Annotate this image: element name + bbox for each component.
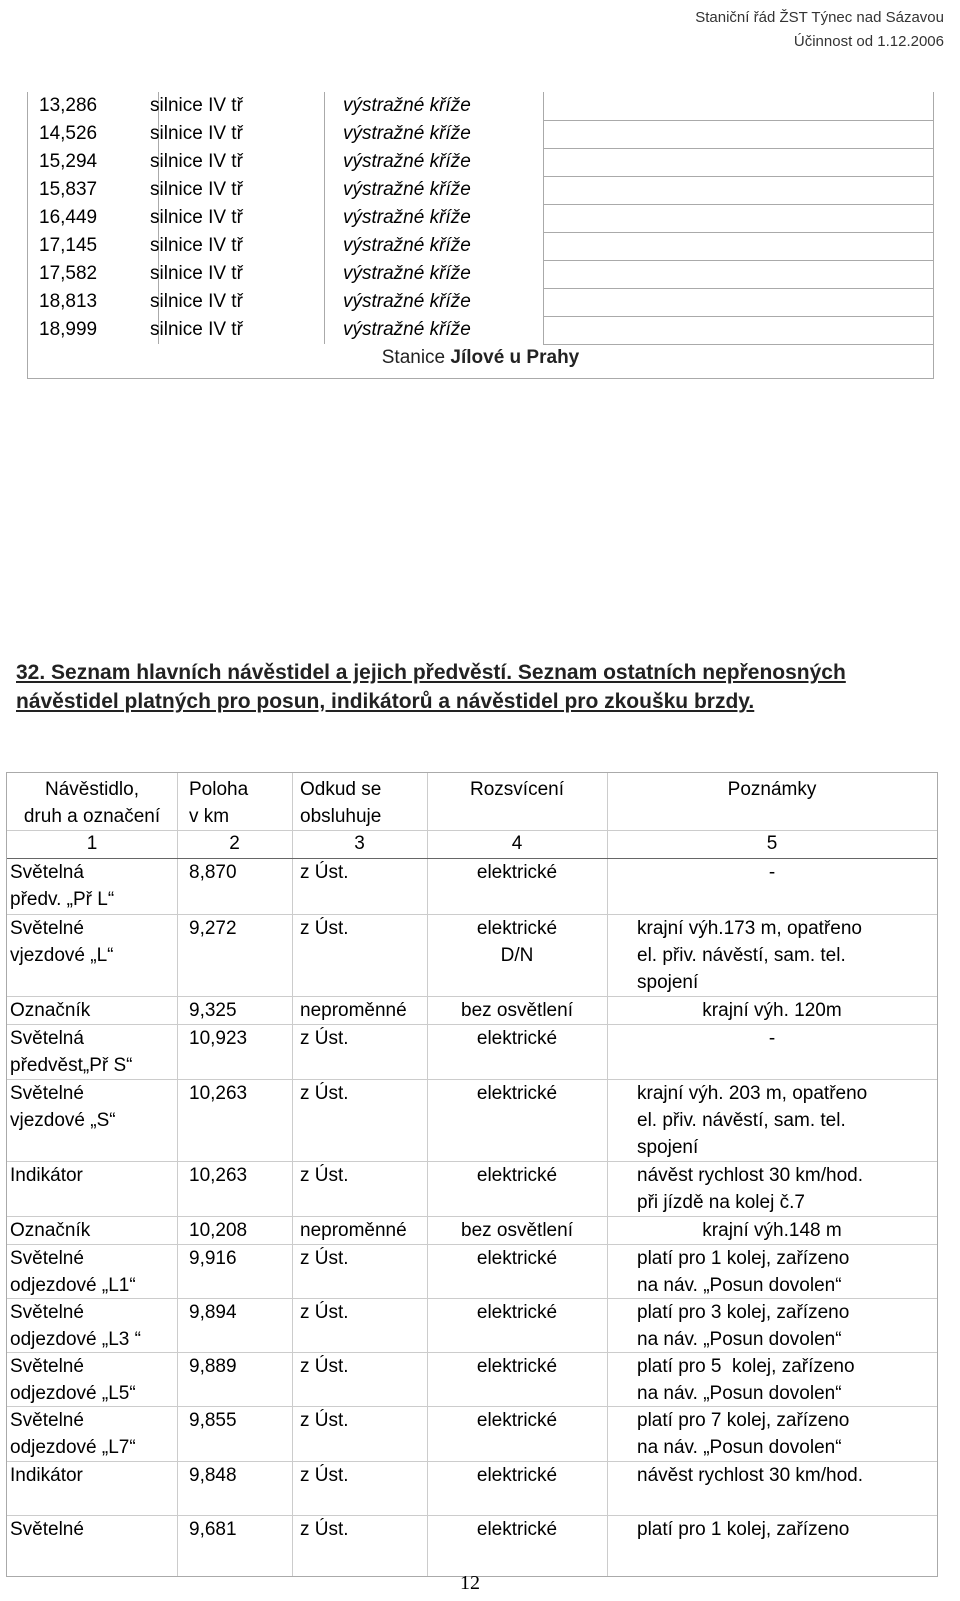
signal-note: platí pro 7 kolej, zařízeno na náv. „Posun dovolen“	[637, 1410, 850, 1458]
signals-row-divider	[7, 1515, 937, 1516]
signal-lighting: elektrické	[476, 1410, 558, 1431]
signal-operated-from: z Úst.	[300, 1410, 349, 1431]
signal-note: platí pro 5 kolej, zařízeno na náv. „Posun dovolen“	[637, 1356, 855, 1404]
crossing-device: výstražné kříže	[343, 235, 471, 256]
signals-column-divider	[607, 773, 608, 1576]
signal-name: Indikátor	[10, 1165, 83, 1186]
signal-name: Světelná předv. „Př L“	[10, 862, 115, 910]
signal-lighting: elektrické	[476, 1248, 558, 1269]
crossing-road: silnice IV tř	[150, 319, 243, 340]
signals-column-divider	[292, 773, 293, 1576]
signal-position-km: 9,848	[189, 1465, 237, 1486]
signals-row-divider	[7, 1079, 937, 1080]
signals-table	[6, 772, 938, 1577]
signals-row-divider	[7, 1298, 937, 1299]
column-number: 1	[86, 833, 98, 854]
signal-operated-from: z Úst.	[300, 1302, 349, 1323]
signal-note: návěst rychlost 30 km/hod.	[637, 1465, 863, 1486]
signals-row-divider	[7, 1244, 937, 1245]
crossing-row	[28, 232, 933, 260]
page-number: 12	[460, 1572, 480, 1594]
signal-lighting: bez osvětlení	[461, 1220, 573, 1241]
signal-name: Světelné odjezdové „L5“	[10, 1356, 136, 1404]
section-title: 32. Seznam hlavních návěstidel a jejich předvěstí. Seznam ostatních nepřenosných návěstidel platných pro posun, indikátorů a návěstidel pro zkoušku brzdy.	[16, 661, 846, 713]
signal-note: krajní výh. 120m	[702, 1000, 842, 1021]
signals-row-divider	[7, 914, 937, 915]
signals-row-divider	[7, 1216, 937, 1217]
signal-position-km: 10,263	[189, 1083, 248, 1104]
signal-name: Světelné odjezdové „L1“	[10, 1248, 136, 1296]
crossing-row	[28, 92, 933, 120]
header-operated-from: Odkud se obsluhuje	[300, 779, 382, 827]
crossing-road: silnice IV tř	[150, 179, 243, 200]
crossing-road: silnice IV tř	[150, 291, 243, 312]
column-number: 4	[511, 833, 523, 854]
crossing-device: výstražné kříže	[343, 291, 471, 312]
crossing-km: 16,449	[39, 207, 98, 228]
signal-operated-from: z Úst.	[300, 1028, 349, 1049]
signal-name: Světelná předvěst„Př S“	[10, 1028, 133, 1076]
signal-lighting: elektrické	[476, 1028, 558, 1049]
signal-position-km: 8,870	[189, 862, 237, 883]
crossing-row	[28, 260, 933, 288]
signal-note: návěst rychlost 30 km/hod. při jízdě na kolej č.7	[637, 1165, 863, 1213]
signal-note: -	[768, 1028, 776, 1049]
signal-lighting: elektrické	[476, 1356, 558, 1377]
signal-operated-from: neproměnné	[300, 1000, 407, 1021]
crossing-km: 14,526	[39, 123, 98, 144]
signal-operated-from: z Úst.	[300, 1165, 349, 1186]
crossing-km: 13,286	[39, 95, 98, 116]
crossing-road: silnice IV tř	[150, 263, 243, 284]
header-document-title: Staniční řád ŽST Týnec nad Sázavou	[695, 9, 944, 26]
station-label: Stanice Jílové u Prahy	[381, 347, 580, 368]
signal-note: krajní výh.148 m	[702, 1220, 842, 1241]
signals-row-divider	[7, 1352, 937, 1353]
crossing-road: silnice IV tř	[150, 151, 243, 172]
crossing-device: výstražné kříže	[343, 179, 471, 200]
crossing-km: 17,582	[39, 263, 98, 284]
signal-lighting: elektrické	[476, 1519, 558, 1540]
signal-operated-from: z Úst.	[300, 1465, 349, 1486]
header-signal-name: Návěstidlo, druh a označení	[23, 779, 161, 827]
signal-operated-from: z Úst.	[300, 1519, 349, 1540]
crossing-road: silnice IV tř	[150, 123, 243, 144]
signals-column-divider	[177, 773, 178, 1576]
crossing-row	[28, 316, 933, 344]
crossings-row-divider	[543, 344, 933, 345]
signal-position-km: 9,855	[189, 1410, 237, 1431]
crossing-km: 18,999	[39, 319, 98, 340]
signal-lighting: elektrické	[476, 1465, 558, 1486]
signal-position-km: 9,325	[189, 1000, 237, 1021]
header-lighting: Rozsvícení	[470, 779, 564, 800]
signals-row-divider	[7, 1406, 937, 1407]
crossing-row	[28, 288, 933, 316]
signal-lighting: elektrické	[476, 1165, 558, 1186]
page-header	[695, 6, 944, 54]
crossing-km: 15,294	[39, 151, 98, 172]
signal-note: platí pro 1 kolej, zařízeno na náv. „Posun dovolen“	[637, 1248, 850, 1296]
signal-position-km: 9,681	[189, 1519, 237, 1540]
signal-operated-from: z Úst.	[300, 1356, 349, 1377]
crossing-km: 15,837	[39, 179, 98, 200]
station-name: Jílové u Prahy	[450, 347, 580, 368]
column-number: 2	[229, 833, 240, 854]
signal-lighting: elektrické	[476, 1083, 558, 1104]
signal-operated-from: z Úst.	[300, 862, 349, 883]
crossing-road: silnice IV tř	[150, 207, 243, 228]
crossing-device: výstražné kříže	[343, 151, 471, 172]
signal-note: krajní výh.173 m, opatřeno el. přiv. návěstí, sam. tel. spojení	[637, 918, 862, 993]
signals-row-divider	[7, 1024, 937, 1025]
signal-note: platí pro 1 kolej, zařízeno	[637, 1519, 850, 1540]
signal-name: Světelné vjezdové „S“	[10, 1083, 116, 1131]
signal-note: platí pro 3 kolej, zařízeno na náv. „Posun dovolen“	[637, 1302, 850, 1350]
signal-position-km: 9,916	[189, 1248, 237, 1269]
signal-position-km: 9,894	[189, 1302, 237, 1323]
signals-row-divider	[7, 996, 937, 997]
header-position-km: Poloha v km	[189, 779, 249, 827]
signal-position-km: 10,923	[189, 1028, 248, 1049]
header-effective-date: Účinnost od 1.12.2006	[793, 33, 944, 50]
signal-name: Indikátor	[10, 1465, 83, 1486]
crossing-device: výstražné kříže	[343, 319, 471, 340]
signal-operated-from: neproměnné	[300, 1220, 407, 1241]
crossing-km: 17,145	[39, 235, 98, 256]
signal-operated-from: z Úst.	[300, 918, 349, 939]
signal-position-km: 9,272	[189, 918, 237, 939]
crossing-device: výstražné kříže	[343, 95, 471, 116]
signal-lighting: elektrické	[476, 1302, 558, 1323]
crossing-row	[28, 120, 933, 148]
signal-name: Světelné vjezdové „L“	[10, 918, 114, 966]
crossing-device: výstražné kříže	[343, 263, 471, 284]
signal-position-km: 10,263	[189, 1165, 248, 1186]
crossing-row	[28, 176, 933, 204]
column-number: 5	[766, 833, 778, 854]
crossing-row	[28, 204, 933, 232]
crossing-device: výstražné kříže	[343, 123, 471, 144]
signal-position-km: 9,889	[189, 1356, 237, 1377]
signal-note: -	[768, 862, 776, 883]
signal-name: Světelné odjezdové „L7“	[10, 1410, 136, 1458]
signal-position-km: 10,208	[189, 1220, 248, 1241]
header-notes: Poznámky	[727, 779, 817, 800]
signal-operated-from: z Úst.	[300, 1248, 349, 1269]
signal-operated-from: z Úst.	[300, 1083, 349, 1104]
signal-name: Světelné	[10, 1519, 84, 1540]
signal-lighting: bez osvětlení	[461, 1000, 573, 1021]
signal-name: Označník	[10, 1000, 91, 1021]
signal-name: Světelné odjezdové „L3 “	[10, 1302, 141, 1350]
signals-row-divider	[7, 1461, 937, 1462]
crossing-road: silnice IV tř	[150, 95, 243, 116]
signal-lighting: elektrické D/N	[476, 918, 558, 966]
signals-row-divider	[7, 1161, 937, 1162]
crossing-km: 18,813	[39, 291, 98, 312]
signal-note: krajní výh. 203 m, opatřeno el. přiv. návěstí, sam. tel. spojení	[637, 1083, 868, 1158]
crossing-road: silnice IV tř	[150, 235, 243, 256]
crossing-row	[28, 148, 933, 176]
column-number: 3	[354, 833, 365, 854]
signal-lighting: elektrické	[476, 862, 558, 883]
crossing-device: výstražné kříže	[343, 207, 471, 228]
crossings-table	[27, 92, 934, 379]
signal-name: Označník	[10, 1220, 91, 1241]
